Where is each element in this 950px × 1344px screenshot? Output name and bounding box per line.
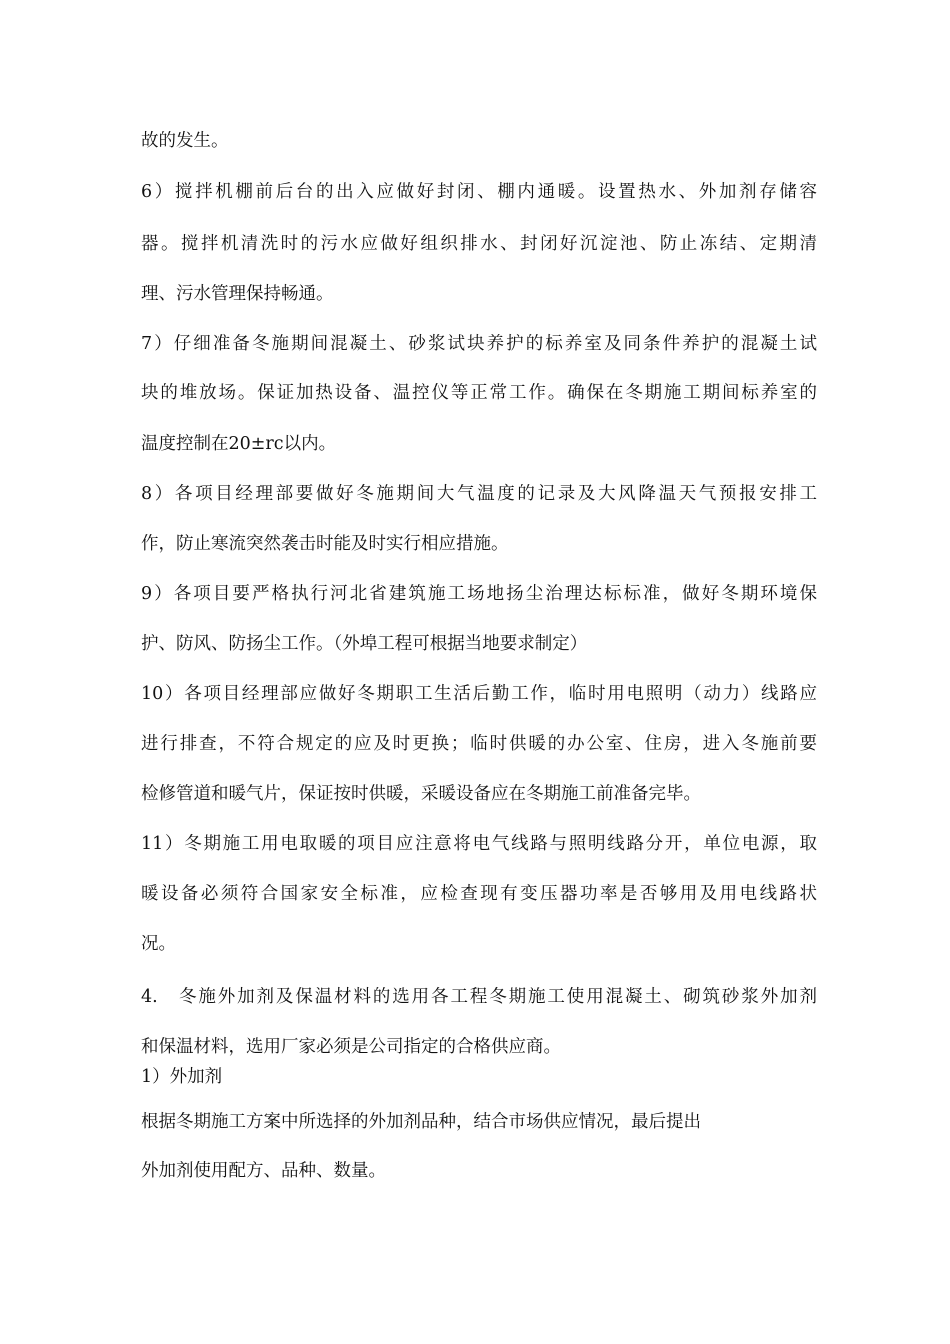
text-line: 故的发生。 xyxy=(141,131,229,151)
text-line: 10）各项目经理部应做好冬期职工生活后勤工作，临时用电照明（动力）线路应 xyxy=(141,684,817,704)
text-line: 4. 冬施外加剂及保温材料的选用各工程冬期施工使用混凝土、砌筑砂浆外加剂 xyxy=(141,987,817,1007)
text-line: 况。 xyxy=(141,934,176,954)
text-line: 7）仔细准备冬施期间混凝土、砂浆试块养护的标养室及同条件养护的混凝土试 xyxy=(141,334,817,354)
text-line: 作，防止寒流突然袭击时能及时实行相应措施。 xyxy=(141,534,509,554)
text-line: 9）各项目要严格执行河北省建筑施工场地扬尘治理达标标准，做好冬期环境保 xyxy=(141,584,817,604)
text-line: 1）外加剂 xyxy=(141,1067,223,1087)
text-line: 护、防风、防扬尘工作。（外埠工程可根据当地要求制定） xyxy=(141,634,588,654)
text-line: 器。搅拌机清洗时的污水应做好组织排水、封闭好沉淀池、防止冻结、定期清 xyxy=(141,234,817,254)
text-line: 6）搅拌机棚前后台的出入应做好封闭、棚内通暖。设置热水、外加剂存储容 xyxy=(141,182,817,202)
text-line: 8）各项目经理部要做好冬施期间大气温度的记录及大风降温天气预报安排工 xyxy=(141,484,817,504)
text-line: 外加剂使用配方、品种、数量。 xyxy=(141,1161,386,1181)
text-line: 根据冬期施工方案中所选择的外加剂品种，结合市场供应情况，最后提出 xyxy=(141,1112,701,1132)
text-line: 和保温材料，选用厂家必须是公司指定的合格供应商。 xyxy=(141,1037,561,1057)
text-line: 检修管道和暖气片，保证按时供暖，采暖设备应在冬期施工前准备完毕。 xyxy=(141,784,701,804)
text-line: 理、污水管理保持畅通。 xyxy=(141,284,334,304)
text-line: 进行排查，不符合规定的应及时更换；临时供暖的办公室、住房，进入冬施前要 xyxy=(141,734,817,754)
text-line: 11）冬期施工用电取暖的项目应注意将电气线路与照明线路分开，单位电源，取 xyxy=(141,834,817,854)
text-line: 温度控制在20±rc以内。 xyxy=(141,434,337,454)
text-line: 暖设备必须符合国家安全标准，应检查现有变压器功率是否够用及用电线路状 xyxy=(141,884,817,904)
text-line: 块的堆放场。保证加热设备、温控仪等正常工作。确保在冬期施工期间标养室的 xyxy=(141,383,817,403)
